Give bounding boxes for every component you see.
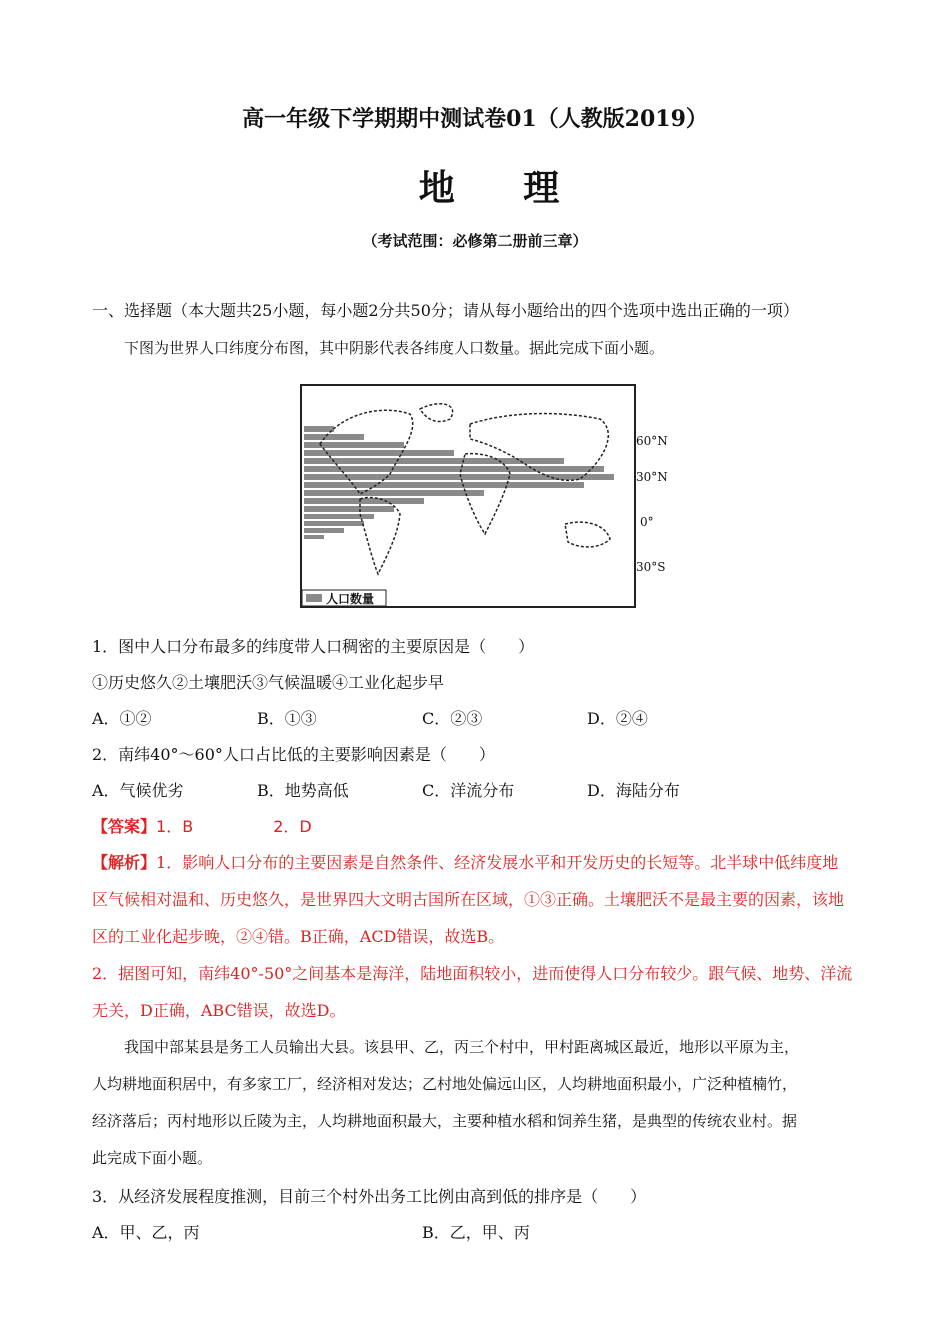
q1-stem: 1．图中人口分布最多的纬度带人口稠密的主要原因是（ ） [92,637,535,656]
answer-2: 2．D [273,817,312,836]
q3-option-a[interactable]: A．甲、乙，丙 [92,1223,200,1242]
legend-label: 人口数量 [326,592,375,606]
q3-stem: 3．从经济发展程度推测，目前三个村外出务工比例由高到低的排序是（ ） [92,1187,647,1206]
population-map [300,384,636,608]
answer-label: 【答案】 [92,817,157,836]
q2-option-c[interactable]: C．洋流分布 [422,781,515,800]
analysis-p2-line1: 2．据图可知，南纬40°-50°之间基本是海洋，陆地面积较小，进而使得人口分布较少。跟气候、地势、洋流 [92,964,853,983]
q1-option-d[interactable]: D．②④ [587,709,648,728]
q1-option-c[interactable]: C．②③ [422,709,483,728]
answer-1: 1．B [156,817,194,836]
q2-stem: 2．南纬40°～60°人口占比低的主要影响因素是（ ） [92,745,495,764]
passage2-line4: 此完成下面小题。 [92,1149,213,1167]
exam-title: 高一年级下学期期中测试卷01（人教版2019） [242,106,708,132]
analysis-p1-line2: 区气候相对温和、历史悠久，是世界四大文明古国所在区域，①③正确。土壤肥沃不是最主要的因素，该地 [92,890,845,909]
lat-label-0: 0° [640,515,654,529]
lat-label-30n: 30°N [636,470,668,484]
passage2-line1: 我国中部某县是务工人员输出大县。该县甲、乙，丙三个村中，甲村距离城区最近，地形以平原为主， [124,1038,800,1056]
subject-title: 地 理 [418,167,588,209]
q2-option-d[interactable]: D．海陆分布 [587,781,680,800]
exam-scope: （考试范围：必修第二册前三章） [362,232,588,250]
passage2-line3: 经济落后；丙村地形以丘陵为主，人均耕地面积最大，主要种植水稻和饲养生猪，是典型的传统农业村。据 [92,1112,798,1130]
legend-swatch [306,594,322,602]
population-latitude-figure [300,384,636,608]
lat-label-30s: 30°S [636,560,666,574]
q1-choices: ①历史悠久②土壤肥沃③气候温暖④工业化起步早 [92,673,445,692]
analysis-p2-line2: 无关，D正确，ABC错误，故选D。 [92,1001,346,1020]
q2-option-a[interactable]: A．气候优劣 [92,781,184,800]
analysis-label: 【解析】 [92,853,157,872]
q3-option-b[interactable]: B．乙，甲、丙 [422,1223,530,1242]
analysis-p1-text1: 1．影响人口分布的主要因素是自然条件、经济发展水平和开发历史的长短等。北半球中低纬度地 [156,853,839,872]
passage2-line2: 人均耕地面积居中，有多家工厂，经济相对发达；乙村地处偏远山区，人均耕地面积最小，广泛种植楠竹， [92,1075,798,1093]
q2-option-b[interactable]: B．地势高低 [257,781,349,800]
analysis-p1-line3: 区的工业化起步晚，②④错。B正确，ACD错误，故选B。 [92,927,505,946]
q1-option-a[interactable]: A．①② [92,709,152,728]
section-heading: 一、选择题（本大题共25小题，每小题2分共50分；请从每小题给出的四个选项中选出正确的一项） [92,301,799,320]
lat-label-60n: 60°N [636,434,668,448]
q1-option-b[interactable]: B．①③ [257,709,317,728]
answer-block [92,814,312,837]
analysis-p1-line1 [92,850,838,873]
figure-intro: 下图为世界人口纬度分布图，其中阴影代表各纬度人口数量。据此完成下面小题。 [124,339,665,357]
